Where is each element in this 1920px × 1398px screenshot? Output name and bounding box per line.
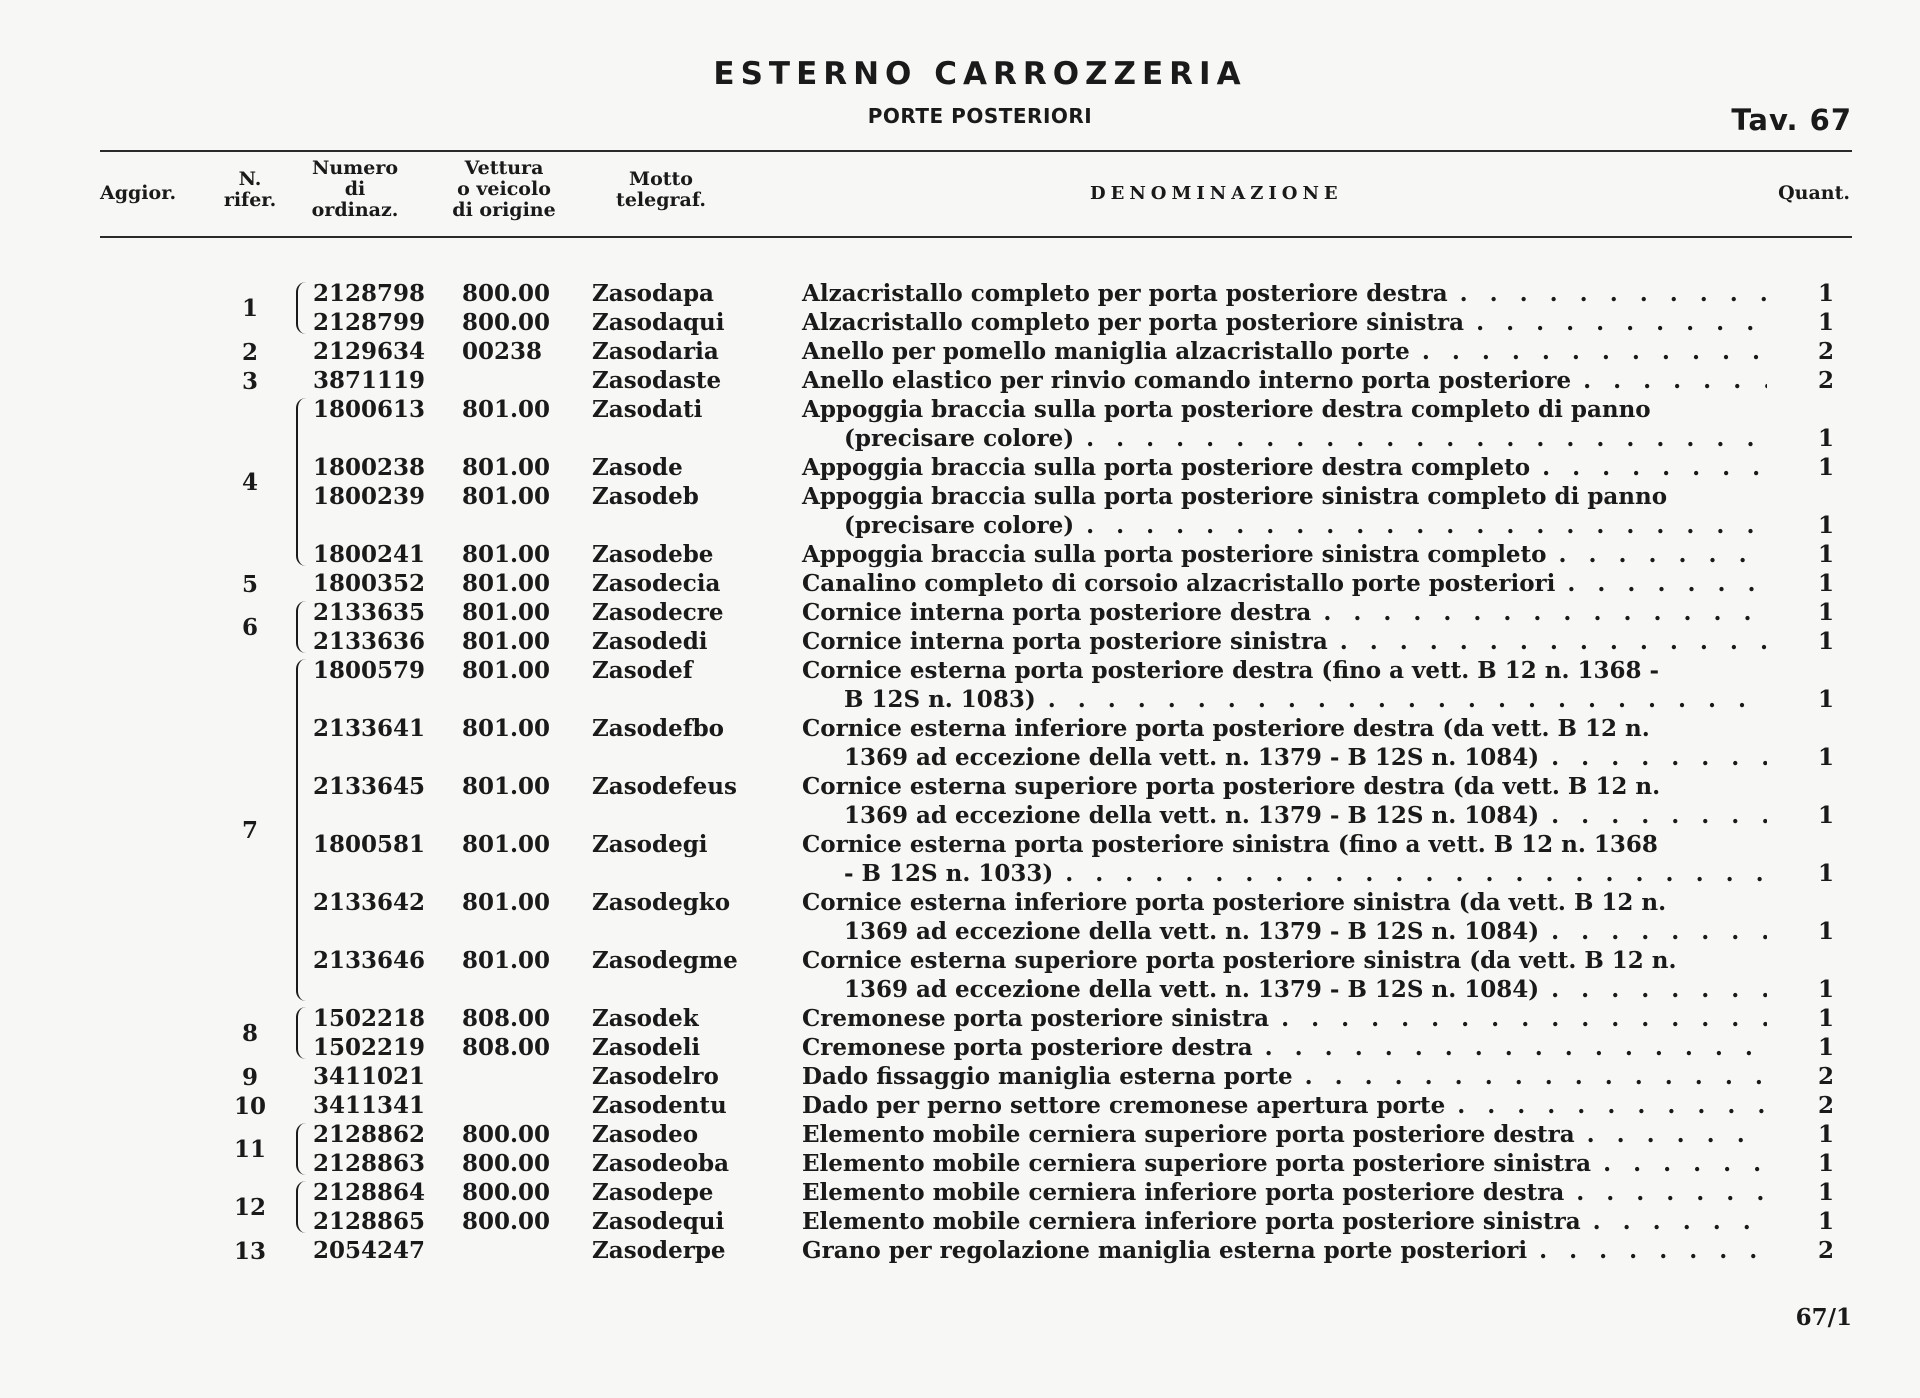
description — [802, 598, 1767, 627]
dot-leader — [1086, 424, 1767, 453]
description-text: Appoggia braccia sulla porta posteriore sinistra completo di panno — [802, 483, 1668, 510]
table-row — [0, 337, 1920, 366]
vehicle-origin: 800.00 — [462, 280, 551, 307]
table-row — [0, 1207, 1920, 1236]
description — [802, 482, 1767, 540]
table-row — [0, 772, 1920, 830]
order-number: 2133642 — [313, 889, 426, 916]
description-continuation: 1369 ad eccezione della vett. n. 1379 - B 12S n. 1084) — [844, 744, 1540, 771]
description — [802, 830, 1767, 888]
description-line — [802, 598, 1767, 627]
description-line — [802, 830, 1767, 859]
reference-number: 7 — [241, 817, 258, 844]
description-line — [802, 627, 1767, 656]
description-line — [802, 1062, 1767, 1091]
dot-leader — [1551, 743, 1767, 772]
telegraph-code: Zasode — [592, 454, 683, 481]
telegraph-code: Zasodefeus — [592, 773, 737, 800]
description-text: Dado fissaggio maniglia esterna porte — [802, 1063, 1293, 1090]
description — [802, 1120, 1767, 1149]
table-row — [0, 1120, 1920, 1149]
dot-leader — [1603, 1149, 1767, 1178]
description — [802, 772, 1767, 830]
dot-leader — [1422, 337, 1767, 366]
order-number: 3871119 — [313, 367, 426, 394]
dot-leader — [1476, 308, 1767, 337]
telegraph-code: Zasodaqui — [592, 309, 725, 336]
dot-leader — [1542, 453, 1767, 482]
order-number: 1502218 — [313, 1005, 426, 1032]
order-number: 2128863 — [313, 1150, 426, 1177]
vehicle-origin: 801.00 — [462, 947, 551, 974]
quantity: 1 — [1817, 1150, 1834, 1177]
description — [802, 366, 1767, 395]
dot-leader — [1558, 540, 1767, 569]
telegraph-code: Zasodegi — [592, 831, 708, 858]
order-number: 2133635 — [313, 599, 426, 626]
reference-number: 5 — [241, 570, 258, 598]
dot-leader — [1583, 366, 1767, 395]
description-line — [802, 1091, 1767, 1120]
description-text: Elemento mobile cerniera inferiore porta posteriore sinistra — [802, 1208, 1581, 1235]
telegraph-code: Zasodefbo — [592, 715, 725, 742]
dot-leader — [1086, 511, 1767, 540]
table-row — [0, 1033, 1920, 1062]
telegraph-code: Zasodaria — [592, 338, 719, 365]
quantity: 1 — [1817, 454, 1834, 481]
order-number: 1800241 — [313, 541, 426, 568]
description — [802, 569, 1767, 598]
description — [802, 279, 1767, 308]
description-line — [802, 569, 1767, 598]
description-text: Anello elastico per rinvio comando interno porta posteriore — [802, 367, 1572, 394]
description — [802, 1236, 1767, 1265]
description — [802, 1033, 1767, 1062]
quantity: 1 — [1817, 1005, 1834, 1032]
table-row — [0, 279, 1920, 308]
quantity: 1 — [1817, 280, 1834, 307]
quantity: 2 — [1817, 1063, 1834, 1090]
description-line — [802, 1004, 1767, 1033]
description — [802, 395, 1767, 453]
description — [802, 453, 1767, 482]
description-text: Canalino completo di corsoio alzacristallo porte posteriori — [802, 570, 1556, 597]
dot-leader — [1551, 917, 1767, 946]
description-text: Cornice esterna superiore porta posteriore sinistra (da vett. B 12 n. — [802, 947, 1677, 974]
description-text: Cornice interna porta posteriore sinistra — [802, 628, 1328, 655]
page-title: ESTERNO CARROZZERIA — [713, 56, 1247, 92]
description-line — [802, 424, 1767, 453]
parts-table — [0, 279, 1920, 1265]
description-line — [802, 1033, 1767, 1062]
description — [802, 656, 1767, 714]
description-line — [802, 801, 1767, 830]
quantity: 1 — [1817, 918, 1834, 945]
telegraph-code: Zasodecia — [592, 570, 721, 597]
dot-leader — [1587, 1120, 1767, 1149]
group-brace — [296, 601, 308, 653]
order-number: 2128799 — [313, 309, 426, 336]
table-row — [0, 1062, 1920, 1091]
order-number: 2133646 — [313, 947, 426, 974]
col-header-numero: Numero di ordinaz. — [311, 157, 399, 221]
telegraph-code: Zasodek — [592, 1005, 699, 1032]
description-line — [802, 1120, 1767, 1149]
description-continuation: (precisare colore) — [844, 512, 1075, 539]
table-row — [0, 714, 1920, 772]
description-text: Elemento mobile cerniera superiore porta posteriore sinistra — [802, 1150, 1592, 1177]
description-line — [802, 743, 1767, 772]
description-text: Cremonese porta posteriore sinistra — [802, 1005, 1270, 1032]
table-row — [0, 946, 1920, 1004]
telegraph-code: Zasodeli — [592, 1034, 701, 1061]
description-text: Alzacristallo completo per porta posteriore sinistra — [802, 309, 1465, 336]
description — [802, 1207, 1767, 1236]
quantity: 1 — [1817, 1208, 1834, 1235]
reference-number: 12 — [233, 1194, 266, 1221]
quantity: 1 — [1817, 599, 1834, 626]
description-continuation: 1369 ad eccezione della vett. n. 1379 - B 12S n. 1084) — [844, 802, 1540, 829]
table-row — [0, 540, 1920, 569]
vehicle-origin: 801.00 — [462, 599, 551, 626]
telegraph-code: Zasodati — [592, 396, 703, 423]
vehicle-origin: 00238 — [462, 338, 543, 365]
col-header-quant: Quant. — [1778, 182, 1850, 204]
quantity: 1 — [1817, 860, 1834, 887]
order-number: 1800579 — [313, 657, 426, 684]
dot-leader — [1323, 598, 1767, 627]
quantity: 1 — [1817, 1179, 1834, 1206]
reference-number: 6 — [241, 614, 258, 641]
quantity: 2 — [1817, 367, 1834, 394]
reference-number: 10 — [233, 1092, 266, 1120]
quantity: 1 — [1817, 976, 1834, 1003]
telegraph-code: Zasodepe — [592, 1179, 714, 1206]
header-bottom-rule — [100, 236, 1852, 238]
description-line — [802, 946, 1767, 975]
description-text: Cornice esterna inferiore porta posteriore sinistra (da vett. B 12 n. — [802, 889, 1667, 916]
description — [802, 1091, 1767, 1120]
vehicle-origin: 808.00 — [462, 1034, 551, 1061]
table-row — [0, 482, 1920, 540]
description-text: Cornice interna porta posteriore destra — [802, 599, 1312, 626]
telegraph-code: Zasodequi — [592, 1208, 725, 1235]
order-number: 1800352 — [313, 570, 426, 597]
order-number: 2129634 — [313, 338, 426, 365]
vehicle-origin: 801.00 — [462, 396, 551, 423]
table-row — [0, 1149, 1920, 1178]
description-line — [802, 859, 1767, 888]
description-line — [802, 685, 1767, 714]
table-row — [0, 830, 1920, 888]
description — [802, 627, 1767, 656]
reference-number: 2 — [241, 338, 258, 366]
vehicle-origin: 800.00 — [462, 1179, 551, 1206]
description — [802, 946, 1767, 1004]
telegraph-code: Zasodelro — [592, 1063, 719, 1090]
dot-leader — [1281, 1004, 1767, 1033]
vehicle-origin: 801.00 — [462, 483, 551, 510]
description-line — [802, 1207, 1767, 1236]
order-number: 2133641 — [313, 715, 426, 742]
description — [802, 1178, 1767, 1207]
quantity: 1 — [1817, 512, 1834, 539]
reference-number: 1 — [241, 295, 258, 322]
order-number: 2128798 — [313, 280, 426, 307]
quantity: 2 — [1817, 1237, 1834, 1264]
quantity: 1 — [1817, 309, 1834, 336]
description-line — [802, 366, 1767, 395]
description — [802, 1149, 1767, 1178]
dot-leader — [1305, 1062, 1767, 1091]
description-line — [802, 772, 1767, 801]
order-number: 1800581 — [313, 831, 426, 858]
dot-leader — [1457, 1091, 1767, 1120]
telegraph-code: Zasodef — [592, 657, 693, 684]
description-line — [802, 337, 1767, 366]
col-header-motto: Motto telegraf. — [616, 168, 706, 211]
telegraph-code: Zasodentu — [592, 1092, 727, 1119]
description-line — [802, 888, 1767, 917]
reference-number: 13 — [233, 1237, 266, 1265]
col-header-rifer: N. rifer. — [223, 168, 277, 211]
order-number: 3411021 — [313, 1063, 426, 1090]
order-number: 2128865 — [313, 1208, 426, 1235]
order-number: 1800613 — [313, 396, 426, 423]
description-line — [802, 395, 1767, 424]
vehicle-origin: 800.00 — [462, 309, 551, 336]
quantity: 2 — [1817, 1092, 1834, 1119]
dot-leader — [1576, 1178, 1767, 1207]
reference-number: 9 — [241, 1063, 258, 1091]
vehicle-origin: 801.00 — [462, 570, 551, 597]
quantity: 2 — [1817, 338, 1834, 365]
reference-number: 4 — [241, 469, 258, 496]
table-row — [0, 888, 1920, 946]
order-number: 2128862 — [313, 1121, 426, 1148]
dot-leader — [1551, 975, 1767, 1004]
description-text: Elemento mobile cerniera superiore porta posteriore destra — [802, 1121, 1575, 1148]
description-line — [802, 1149, 1767, 1178]
telegraph-code: Zasodegme — [592, 947, 738, 974]
group-brace — [296, 659, 308, 1001]
vehicle-origin: 800.00 — [462, 1121, 551, 1148]
description-text: Appoggia braccia sulla porta posteriore destra completo di panno — [802, 396, 1651, 423]
description-text: Elemento mobile cerniera inferiore porta posteriore destra — [802, 1179, 1565, 1206]
telegraph-code: Zasodaste — [592, 367, 722, 394]
description-continuation: 1369 ad eccezione della vett. n. 1379 - B 12S n. 1084) — [844, 918, 1540, 945]
telegraph-code: Zasodeb — [592, 483, 699, 510]
table-row — [0, 1178, 1920, 1207]
description-line — [802, 1236, 1767, 1265]
description — [802, 337, 1767, 366]
col-header-denominazione: DENOMINAZIONE — [1090, 183, 1343, 204]
table-row — [0, 308, 1920, 337]
quantity: 1 — [1817, 570, 1834, 597]
description-text: Appoggia braccia sulla porta posteriore destra completo — [802, 454, 1531, 481]
description-text: Cornice esterna inferiore porta posteriore destra (da vett. B 12 n. — [802, 715, 1650, 742]
description-text: Appoggia braccia sulla porta posteriore sinistra completo — [802, 541, 1547, 568]
reference-number: 11 — [233, 1136, 266, 1163]
vehicle-origin: 808.00 — [462, 1005, 551, 1032]
quantity: 1 — [1817, 1034, 1834, 1061]
col-header-aggior: Aggior. — [100, 182, 177, 204]
order-number: 2054247 — [313, 1237, 426, 1264]
description — [802, 1062, 1767, 1091]
table-row — [0, 656, 1920, 714]
telegraph-code: Zasodedi — [592, 628, 708, 655]
vehicle-origin: 801.00 — [462, 628, 551, 655]
page-number: 67/1 — [1795, 1304, 1852, 1331]
telegraph-code: Zasodapa — [592, 280, 714, 307]
description — [802, 714, 1767, 772]
order-number: 1502219 — [313, 1034, 426, 1061]
description-text: Dado per perno settore cremonese apertura porte — [802, 1092, 1446, 1119]
order-number: 2133636 — [313, 628, 426, 655]
description-text: Cornice esterna superiore porta posteriore destra (da vett. B 12 n. — [802, 773, 1661, 800]
table-row — [0, 1004, 1920, 1033]
table-row — [0, 1091, 1920, 1120]
table-row — [0, 366, 1920, 395]
quantity: 1 — [1817, 541, 1834, 568]
description-line — [802, 1178, 1767, 1207]
table-row — [0, 627, 1920, 656]
reference-number: 3 — [241, 367, 258, 395]
description-continuation: (precisare colore) — [844, 425, 1075, 452]
group-brace — [296, 1181, 308, 1233]
vehicle-origin: 801.00 — [462, 773, 551, 800]
table-row — [0, 598, 1920, 627]
vehicle-origin: 801.00 — [462, 831, 551, 858]
description-text: Cremonese porta posteriore destra — [802, 1034, 1253, 1061]
telegraph-code: Zasodeo — [592, 1121, 699, 1148]
description-continuation: B 12S n. 1083) — [844, 686, 1036, 713]
vehicle-origin: 800.00 — [462, 1208, 551, 1235]
description-text: Alzacristallo completo per porta posteriore destra — [802, 280, 1448, 307]
telegraph-code: Zasodecre — [592, 599, 724, 626]
dot-leader — [1567, 569, 1767, 598]
table-row — [0, 569, 1920, 598]
telegraph-code: Zasodeoba — [592, 1150, 730, 1177]
quantity: 1 — [1817, 1121, 1834, 1148]
description-line — [802, 917, 1767, 946]
vehicle-origin: 801.00 — [462, 715, 551, 742]
dot-leader — [1539, 1236, 1767, 1265]
telegraph-code: Zasodebe — [592, 541, 714, 568]
description-text: Grano per regolazione maniglia esterna porte posteriori — [802, 1237, 1528, 1264]
description-continuation: - B 12S n. 1033) — [844, 860, 1054, 887]
group-brace — [296, 282, 308, 334]
order-number: 1800239 — [313, 483, 426, 510]
group-brace — [296, 1123, 308, 1175]
group-brace — [296, 1007, 308, 1059]
dot-leader — [1460, 279, 1767, 308]
order-number: 3411341 — [313, 1092, 426, 1119]
dot-leader — [1593, 1207, 1767, 1236]
dot-leader — [1048, 685, 1767, 714]
vehicle-origin: 801.00 — [462, 657, 551, 684]
description-line — [802, 279, 1767, 308]
description-line — [802, 511, 1767, 540]
dot-leader — [1551, 801, 1767, 830]
order-number: 2128864 — [313, 1179, 426, 1206]
description-text: Anello per pomello maniglia alzacristallo porte — [802, 338, 1410, 365]
table-reference: Tav. 67 — [1731, 103, 1852, 137]
group-brace — [296, 398, 308, 566]
page-subtitle: PORTE POSTERIORI — [867, 104, 1093, 128]
description — [802, 308, 1767, 337]
description-line — [802, 714, 1767, 743]
description — [802, 1004, 1767, 1033]
col-header-vettura: Vettura o veicolo di origine — [452, 157, 556, 221]
description — [802, 540, 1767, 569]
dot-leader — [1340, 627, 1767, 656]
reference-number: 8 — [241, 1020, 258, 1047]
telegraph-code: Zasodegko — [592, 889, 731, 916]
table-row — [0, 395, 1920, 453]
description-line — [802, 975, 1767, 1004]
dot-leader — [1065, 859, 1767, 888]
quantity: 1 — [1817, 744, 1834, 771]
quantity: 1 — [1817, 425, 1834, 452]
header-top-rule — [100, 150, 1852, 152]
description-line — [802, 656, 1767, 685]
order-number: 2133645 — [313, 773, 426, 800]
description-text: Cornice esterna porta posteriore destra (fino a vett. B 12 n. 1368 - — [802, 657, 1660, 684]
description-line — [802, 482, 1767, 511]
vehicle-origin: 800.00 — [462, 1150, 551, 1177]
description — [802, 888, 1767, 946]
vehicle-origin: 801.00 — [462, 889, 551, 916]
description-continuation: 1369 ad eccezione della vett. n. 1379 - B 12S n. 1084) — [844, 976, 1540, 1003]
order-number: 1800238 — [313, 454, 426, 481]
quantity: 1 — [1817, 686, 1834, 713]
quantity: 1 — [1817, 802, 1834, 829]
table-row — [0, 453, 1920, 482]
vehicle-origin: 801.00 — [462, 454, 551, 481]
vehicle-origin: 801.00 — [462, 541, 551, 568]
description-line — [802, 453, 1767, 482]
dot-leader — [1265, 1033, 1767, 1062]
quantity: 1 — [1817, 628, 1834, 655]
table-row — [0, 1236, 1920, 1265]
description-line — [802, 308, 1767, 337]
description-text: Cornice esterna porta posteriore sinistra (fino a vett. B 12 n. 1368 — [802, 831, 1658, 858]
telegraph-code: Zasoderpe — [592, 1237, 726, 1264]
description-line — [802, 540, 1767, 569]
